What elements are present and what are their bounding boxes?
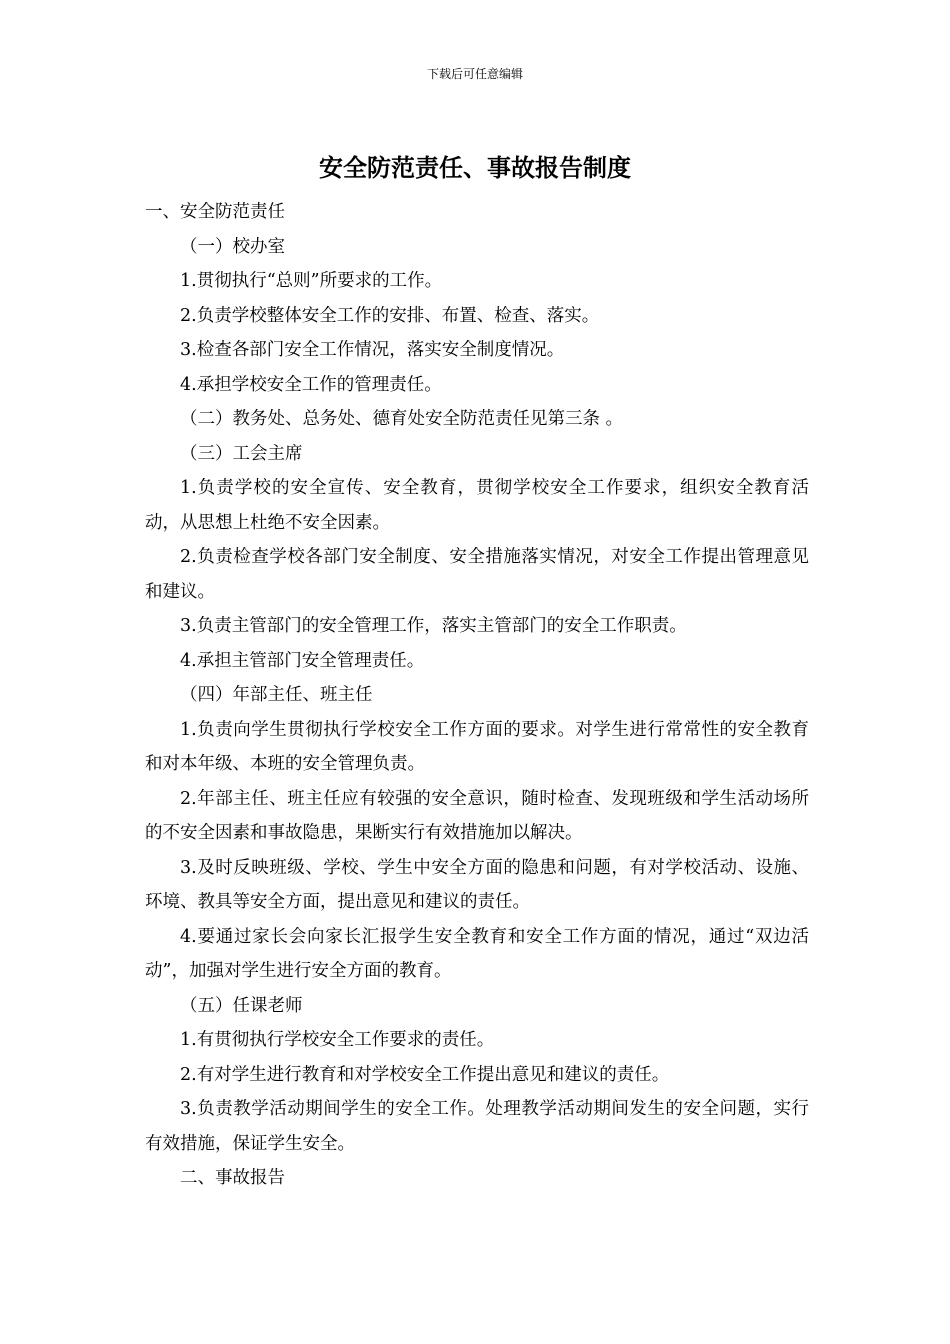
- section-heading-safety-responsibility: 一、安全防范责任: [145, 202, 285, 222]
- list-item: 2.年部主任、班主任应有较强的安全意识，随时检查、发现班级和学生活动场所的不安全因素和事故隐患，果断实行有效措施加以解决。: [145, 788, 809, 843]
- list-item: 4.承担主管部门安全管理责任。: [180, 650, 425, 671]
- list-item: 3.负责教学活动期间学生的安全工作。处理教学活动期间发生的安全问题，实行有效措施，保证学生安全。: [145, 1099, 809, 1154]
- list-item: 1.负责向学生贯彻执行学校安全工作方面的要求。对学生进行常常性的安全教育和对本年级、本班的安全管理负责。: [145, 719, 809, 774]
- subsection-heading-teachers: （五）任课老师: [180, 995, 303, 1016]
- list-item: 2.负责检查学校各部门安全制度、安全措施落实情况，对安全工作提出管理意见和建议。: [145, 547, 809, 602]
- header-note: 下载后可任意编辑: [426, 67, 523, 81]
- subsection-heading-principal-office: （一）校办室: [180, 236, 285, 257]
- document-body: [145, 195, 809, 1196]
- list-item: 1.有贯彻执行学校安全工作要求的责任。: [180, 1030, 495, 1050]
- subsection-heading-grade-class-directors: （四）年部主任、班主任: [180, 685, 373, 705]
- list-item: 2.负责学校整体安全工作的安排、布置、检查、落实。: [180, 305, 600, 326]
- list-item: 1.负责学校的安全宣传、安全教育，贯彻学校安全工作要求，组织安全教育活动，从思想上杜绝不安全因素。: [145, 478, 809, 533]
- subsection-heading-departments: （二）教务处、总务处、德育处安全防范责任见第三条 。: [180, 409, 624, 429]
- list-item: 2.有对学生进行教育和对学校安全工作提出意见和建议的责任。: [180, 1064, 670, 1085]
- list-item: 4.承担学校安全工作的管理责任。: [180, 374, 442, 395]
- subsection-heading-union-chair: （三）工会主席: [180, 443, 303, 464]
- list-item: 3.及时反映班级、学校、学生中安全方面的隐患和问题，有对学校活动、设施、环境、教具等安全方面，提出意见和建议的责任。: [145, 857, 809, 912]
- list-item: 4.要通过家长会向家长汇报学生安全教育和安全工作方面的情况，通过“双边活动”，加强对学生进行安全方面的教育。: [145, 926, 809, 981]
- section-heading-accident-report: 二、事故报告: [180, 1168, 285, 1188]
- document-title: 安全防范责任、事故报告制度: [319, 154, 631, 182]
- list-item: 1.贯彻执行“总则”所要求的工作。: [180, 271, 443, 291]
- list-item: 3.负责主管部门的安全管理工作，落实主管部门的安全工作职责。: [180, 616, 687, 636]
- list-item: 3.检查各部门安全工作情况，落实安全制度情况。: [180, 340, 565, 360]
